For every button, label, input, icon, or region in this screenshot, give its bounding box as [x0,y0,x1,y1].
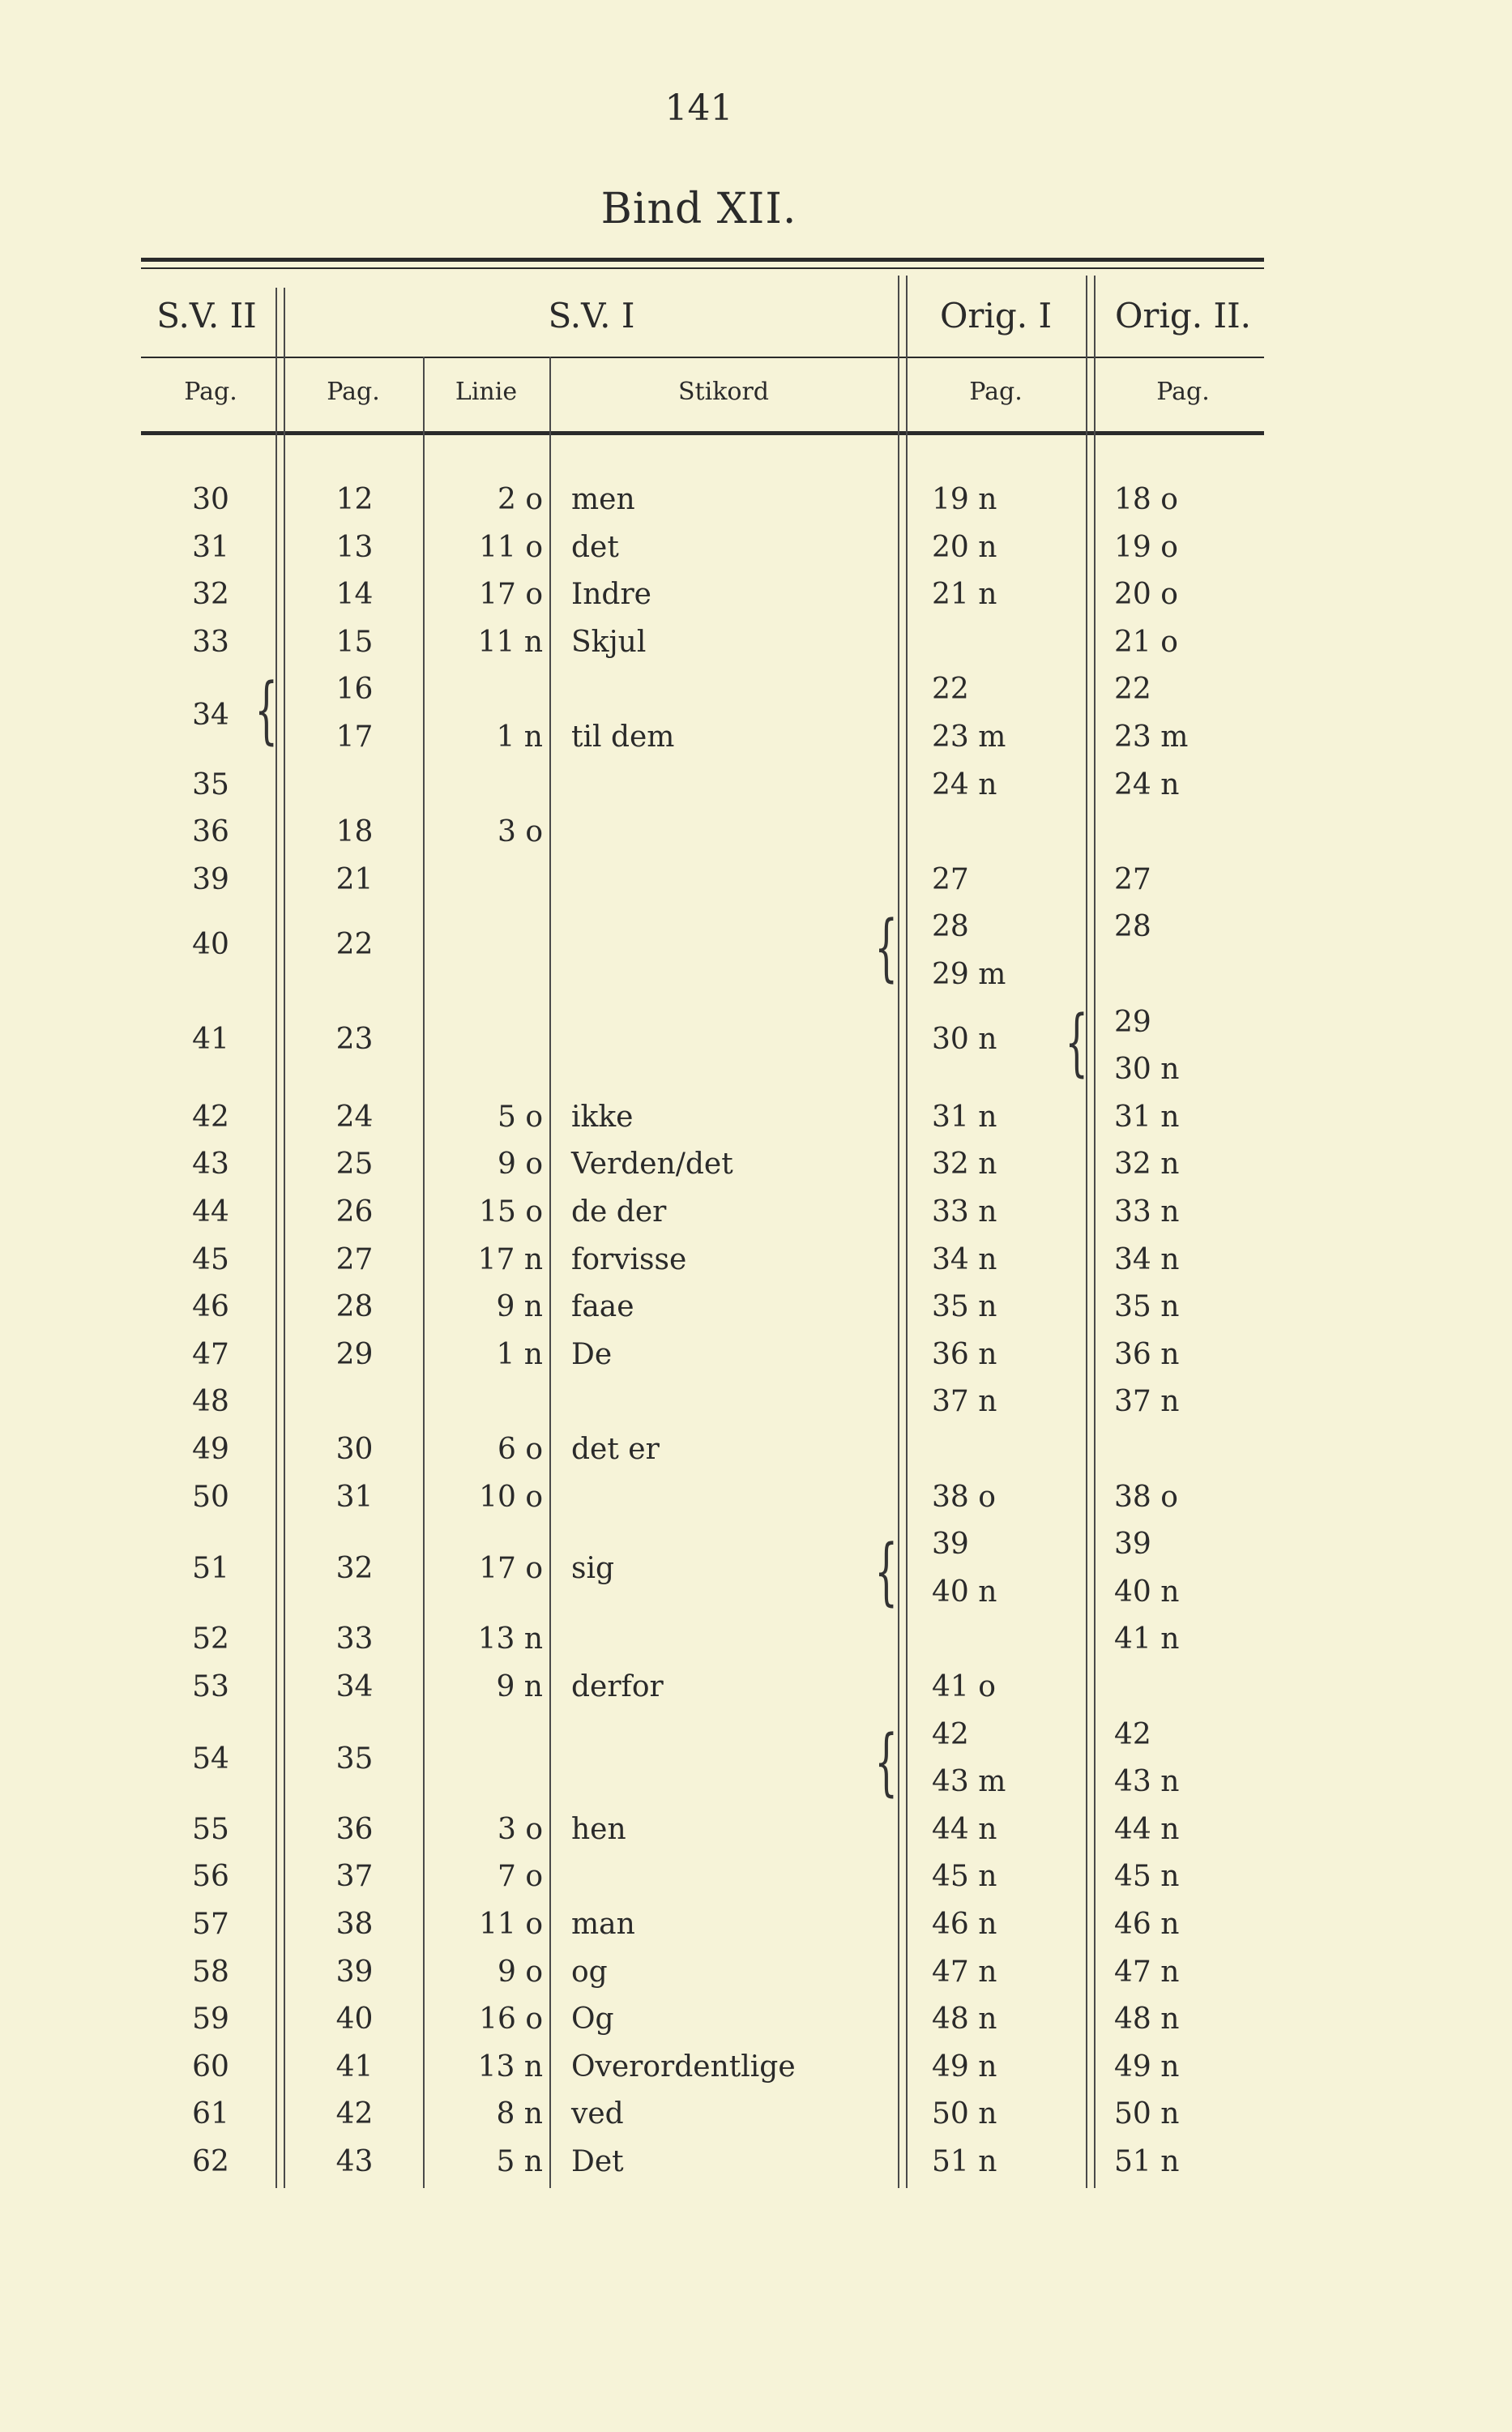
table-cell-sv2: 62 [192,2145,229,2178]
table-cell-o1: 21 n [932,578,997,611]
table-cell-o2: 19 o [1114,531,1178,564]
table-cell-o1: 29 m [932,958,1006,991]
table-cell-sv2: 50 [192,1481,229,1514]
table-cell-o2: 32 n [1114,1148,1180,1181]
brace-icon: { [874,1529,898,1614]
table-cell-o1: 38 o [932,1481,996,1514]
table-cell-linie: 15 o [479,1195,543,1229]
table-cell-stikord: de der [571,1195,667,1229]
table-cell-stikord: hen [571,1813,626,1846]
table-cell-stikord: faae [571,1290,634,1323]
table-cell-o2: 48 n [1114,2002,1180,2036]
table-cell-stikord: man [571,1908,635,1941]
brace-icon: { [874,1720,898,1805]
brace-icon: { [254,668,278,753]
table-cell-stikord: forvisse [571,1243,687,1276]
merged-cell: 22 [335,928,374,961]
table-cell-sv2: 32 [192,578,229,611]
header-bottom-rule [141,431,1264,435]
table-cell-sv2: 46 [192,1290,229,1323]
table-cell-o1: 31 n [932,1101,997,1134]
table-cell-pag: 18 [335,815,374,848]
merged-cell: 30 n [932,1023,997,1056]
table-cell-o1: 44 n [932,1813,997,1846]
table-cell-linie: 9 o [497,1148,543,1181]
table-cell-pag: 24 [335,1101,374,1134]
subheader-stikord: Stikord [678,378,769,406]
header-orig2: Orig. II. [1114,296,1252,336]
table-cell-sv2: 52 [192,1622,229,1656]
table-cell-pag: 38 [335,1908,374,1941]
table-cell-o2: 34 n [1114,1243,1180,1276]
table-cell-o1: 45 n [932,1860,997,1893]
table-cell-stikord: Indre [571,578,651,611]
table-cell-o2: 35 n [1114,1290,1180,1323]
subheader-pag: Pag. [1156,378,1210,406]
table-cell-sv2: 42 [192,1101,229,1134]
table-cell-o1: 35 n [932,1290,997,1323]
table-cell-stikord: det [571,531,619,564]
column-divider [1094,276,1096,2188]
table-cell-pag: 34 [335,1670,374,1703]
subheader-pag: Pag. [327,378,380,406]
merged-cell: 34 [192,699,229,732]
table-cell-pag: 31 [335,1481,374,1514]
table-cell-linie: 13 n [477,1622,543,1656]
table-cell-o1: 49 n [932,2050,997,2084]
merged-cell: 54 [192,1742,229,1776]
table-cell-o2: 49 n [1114,2050,1180,2084]
table-cell-pag: 29 [335,1338,374,1371]
table-cell-stikord: derfor [571,1670,664,1703]
table-cell-linie: 13 n [477,2050,543,2084]
table-cell-o2: 43 n [1114,1765,1180,1798]
header-sv1: S.V. I [548,296,635,336]
table-cell-linie: 3 o [497,815,543,848]
table-cell-o1: 20 n [932,531,997,564]
header-orig1: Orig. I [939,296,1053,336]
table-cell-o2: 31 n [1114,1101,1180,1134]
table-cell-stikord: Det [571,2145,624,2178]
table-cell-sv2: 44 [192,1195,229,1229]
table-cell-o2: 21 o [1114,626,1178,659]
table-cell-o2: 40 n [1114,1575,1180,1609]
table-cell-pag: 36 [335,1813,374,1846]
table-cell-o1: 51 n [932,2145,997,2178]
table-cell-stikord: det er [571,1433,660,1466]
column-divider [906,276,908,2188]
table-cell-pag: 15 [335,626,374,659]
table-cell-pag: 27 [335,1243,374,1276]
table-cell-stikord: Verden/det [571,1148,733,1181]
brace-icon: { [874,905,898,990]
page-number: 141 [664,88,733,129]
table-cell-sv2: 39 [192,863,229,896]
table-cell-o1: 46 n [932,1908,997,1941]
table-cell-sv2: 57 [192,1908,229,1941]
table-cell-o2: 20 o [1114,578,1178,611]
subheader-pag: Pag. [184,378,237,406]
table-cell-stikord: til dem [571,720,675,754]
table-cell-linie: 5 o [497,1101,543,1134]
table-cell-o1: 23 m [932,720,1006,754]
table-cell-o2: 18 o [1114,483,1178,516]
table-cell-o1: 32 n [932,1148,997,1181]
header-sv2: S.V. II [156,296,257,336]
table-cell-pag: 33 [335,1622,374,1656]
merged-cell: 41 [192,1023,229,1056]
table-cell-o2: 38 o [1114,1481,1178,1514]
table-cell-sv2: 47 [192,1338,229,1371]
table-cell-o1: 19 n [932,483,997,516]
volume-title: Bind XII. [600,185,797,233]
table-cell-o2: 46 n [1114,1908,1180,1941]
table-cell-pag: 26 [335,1195,374,1229]
table-cell-linie: 16 o [479,2002,543,2036]
table-cell-sv2: 48 [192,1385,229,1418]
table-cell-linie: 6 o [497,1433,543,1466]
table-cell-linie: 11 o [479,531,543,564]
table-cell-sv2: 43 [192,1148,229,1181]
table-cell-linie: 2 o [497,483,543,516]
table-cell-o2: 45 n [1114,1860,1180,1893]
table-cell-sv2: 30 [192,483,229,516]
merged-cell: 17 o [479,1552,543,1585]
table-cell-o2: 22 [1114,673,1151,706]
table-cell-sv2: 59 [192,2002,229,2036]
table-cell-o1: 24 n [932,768,997,801]
table-cell-linie: 1 n [496,1338,543,1371]
table-cell-linie: 11 n [477,626,543,659]
table-cell-pag: 17 [335,720,374,754]
table-cell-stikord: men [571,483,635,516]
subheader-pag: Pag. [969,378,1023,406]
table-cell-stikord: ikke [571,1101,634,1134]
table-cell-linie: 3 o [497,1813,543,1846]
table-cell-o1: 34 n [932,1243,997,1276]
table-cell-linie: 11 o [479,1908,543,1941]
table-cell-stikord: Overordentlige [571,2050,796,2084]
table-cell-linie: 9 n [496,1290,543,1323]
table-cell-sv2: 31 [192,531,229,564]
table-cell-sv2: 45 [192,1243,229,1276]
brace-icon: { [1065,1000,1088,1085]
table-cell-o2: 51 n [1114,2145,1180,2178]
table-cell-o1: 33 n [932,1195,997,1229]
table-cell-pag: 43 [335,2145,374,2178]
table-cell-linie: 17 o [479,578,543,611]
table-cell-linie: 9 o [497,1955,543,1989]
table-cell-sv2: 55 [192,1813,229,1846]
table-cell-pag: 16 [335,673,374,706]
column-divider [1086,276,1087,2188]
table-cell-o1: 22 [932,673,969,706]
table-cell-o1: 41 o [932,1670,996,1703]
table-cell-linie: 17 n [477,1243,543,1276]
table-cell-o2: 44 n [1114,1813,1180,1846]
table-cell-pag: 37 [335,1860,374,1893]
table-cell-o2: 23 m [1114,720,1189,754]
table-cell-linie: 5 n [496,2145,543,2178]
table-cell-linie: 8 n [496,2097,543,2131]
merged-cell: 51 [192,1552,229,1585]
table-cell-stikord: De [571,1338,613,1371]
column-divider [549,357,551,2188]
subheader-linie: Linie [455,378,518,406]
table-cell-o2: 33 n [1114,1195,1180,1229]
table-cell-o1: 40 n [932,1575,997,1609]
table-cell-sv2: 56 [192,1860,229,1893]
merged-cell: 40 [192,928,229,961]
table-cell-pag: 28 [335,1290,374,1323]
table-cell-pag: 41 [335,2050,374,2084]
table-cell-pag: 42 [335,2097,374,2131]
table-cell-o1: 48 n [932,2002,997,2036]
table-cell-o1: 42 [932,1718,969,1751]
table-cell-pag: 39 [335,1955,374,1989]
table-cell-pag: 13 [335,531,374,564]
table-cell-pag: 25 [335,1148,374,1181]
table-cell-pag: 14 [335,578,374,611]
column-divider [275,288,277,2188]
table-cell-linie: 9 n [496,1670,543,1703]
table-cell-sv2: 53 [192,1670,229,1703]
table-cell-stikord: Og [571,2002,614,2036]
table-cell-o2: 28 [1114,910,1151,943]
table-cell-sv2: 35 [192,768,229,801]
table-cell-o2: 50 n [1114,2097,1180,2131]
table-cell-stikord: ved [571,2097,624,2131]
table-cell-o1: 50 n [932,2097,997,2131]
table-cell-o1: 36 n [932,1338,997,1371]
table-cell-sv2: 49 [192,1433,229,1466]
table-cell-o1: 28 [932,910,969,943]
merged-cell: 35 [335,1742,374,1776]
merged-cell: 23 [335,1023,374,1056]
table-cell-o1: 43 m [932,1765,1006,1798]
table-cell-linie: 10 o [479,1481,543,1514]
table-cell-o1: 27 [932,863,969,896]
table-cell-o2: 47 n [1114,1955,1180,1989]
table-cell-o1: 37 n [932,1385,997,1418]
table-cell-linie: 7 o [497,1860,543,1893]
table-cell-linie: 1 n [496,720,543,754]
table-cell-sv2: 58 [192,1955,229,1989]
merged-cell: 32 [335,1552,374,1585]
table-cell-pag: 40 [335,2002,374,2036]
table-cell-o1: 39 [932,1528,969,1561]
table-cell-stikord: og [571,1955,608,1989]
table-cell-sv2: 36 [192,815,229,848]
table-cell-pag: 21 [335,863,374,896]
table-cell-sv2: 60 [192,2050,229,2084]
column-divider [898,276,899,2188]
table-cell-o2: 39 [1114,1528,1151,1561]
header-divider [141,357,1264,358]
table-cell-pag: 30 [335,1433,374,1466]
table-cell-sv2: 61 [192,2097,229,2131]
merged-cell: sig [571,1552,615,1585]
table-top-rule [141,258,1264,262]
table-cell-o2: 29 [1114,1006,1151,1039]
table-cell-pag: 12 [335,483,374,516]
table-cell-o2: 42 [1114,1718,1151,1751]
table-cell-stikord: Skjul [571,626,647,659]
table-cell-o2: 41 n [1114,1622,1180,1656]
table-cell-o2: 37 n [1114,1385,1180,1418]
table-cell-o1: 47 n [932,1955,997,1989]
column-divider [284,288,285,2188]
table-cell-o2: 27 [1114,863,1151,896]
table-cell-o2: 36 n [1114,1338,1180,1371]
table-cell-sv2: 33 [192,626,229,659]
table-top-rule-thin [141,267,1264,269]
table-cell-o2: 30 n [1114,1053,1180,1086]
table-cell-o2: 24 n [1114,768,1180,801]
